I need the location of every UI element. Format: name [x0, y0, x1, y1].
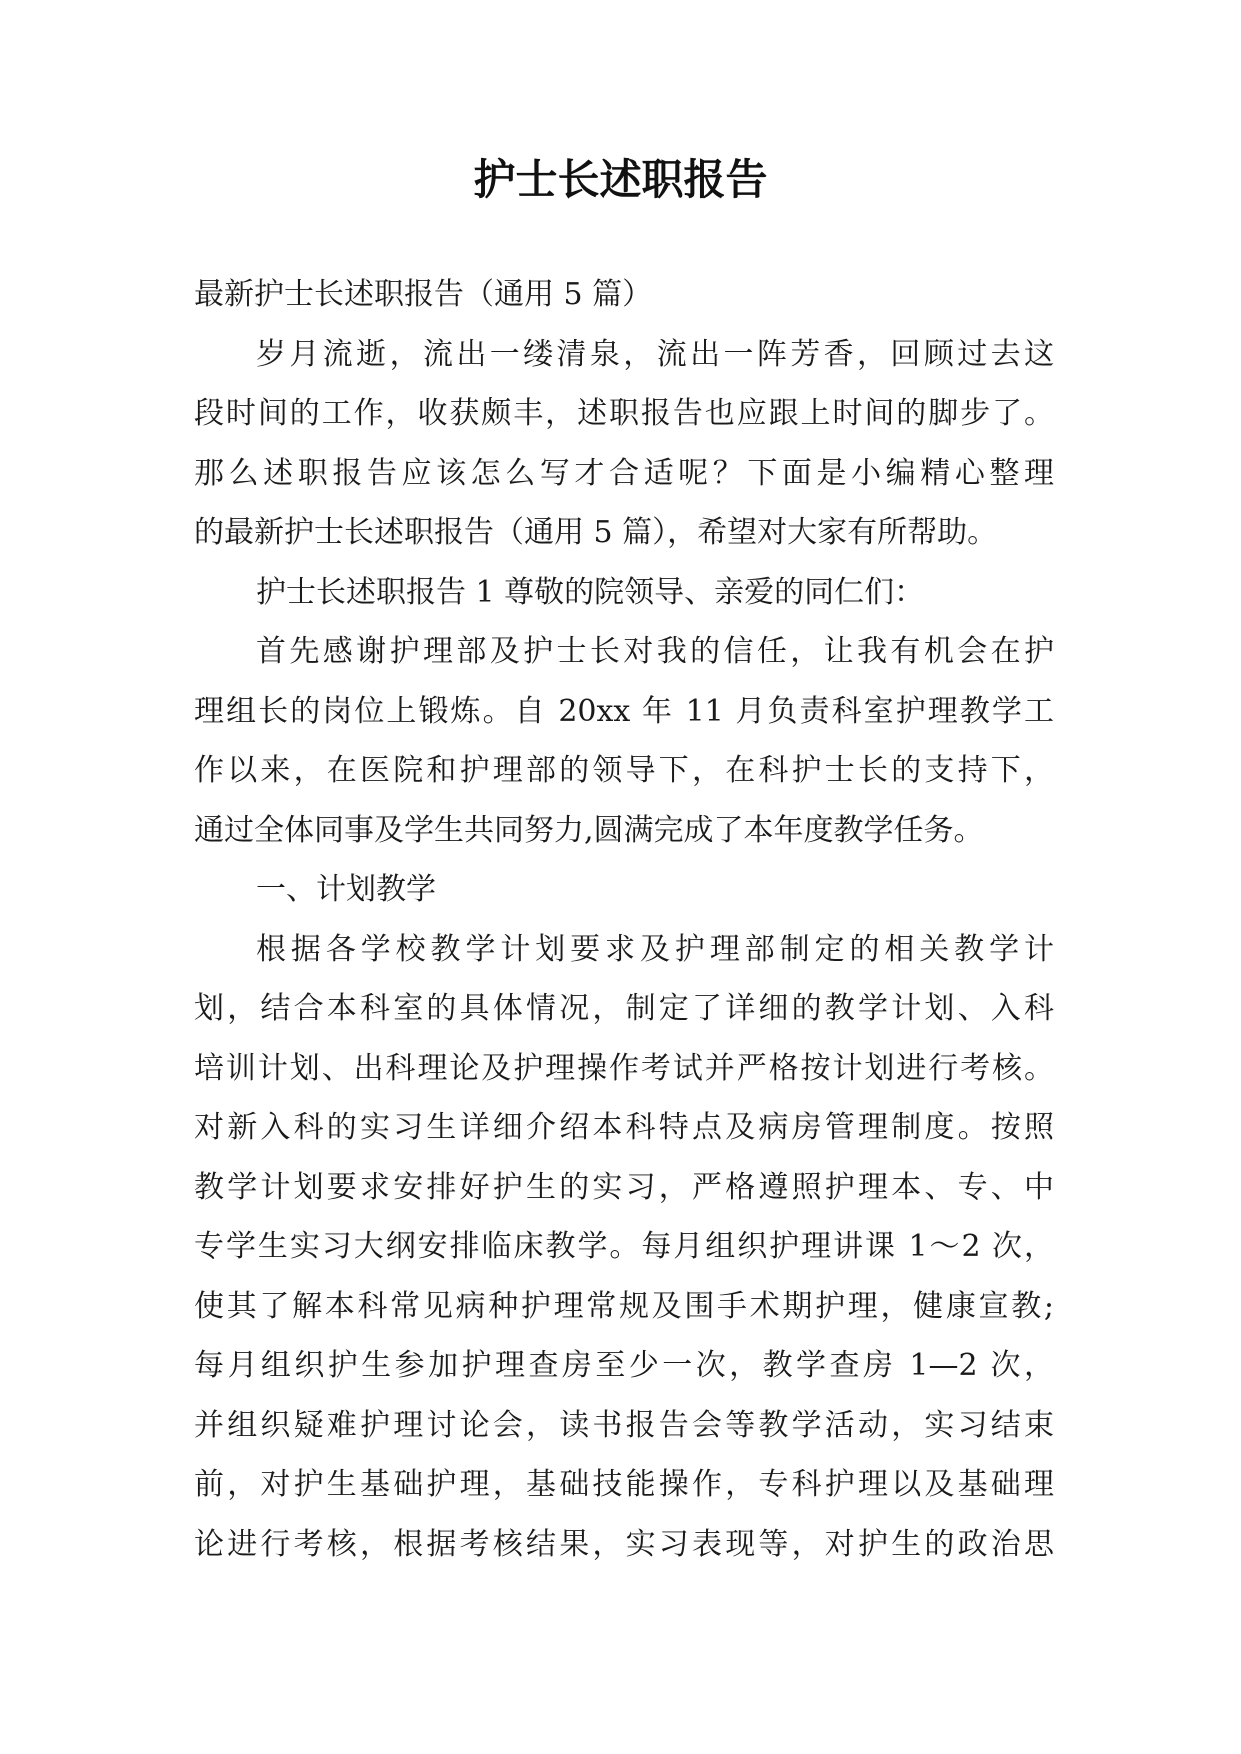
text-line: 段时间的工作，收获颇丰，述职报告也应跟上时间的脚步了。 [194, 396, 1054, 431]
text-line: 作以来，在医院和护理部的领导下，在科护士长的支持下， [194, 753, 1054, 788]
text-line: 那么述职报告应该怎么写才合适呢？下面是小编精心整理 [194, 455, 1054, 491]
text-line: 根据各学校教学计划要求及护理部制定的相关教学计 [256, 931, 1054, 967]
text-line: 最新护士长述职报告（通用 5 篇） [194, 277, 653, 312]
document-title: 护士长述职报告 [473, 155, 768, 204]
document-body [194, 265, 1054, 1574]
text-line: 培训计划、出科理论及护理操作考试并严格按计划进行考核。 [194, 1050, 1054, 1086]
text-line: 对新入科的实习生详细介绍本科特点及病房管理制度。按照 [194, 1110, 1054, 1145]
text-line: 首先感谢护理部及护士长对我的信任，让我有机会在护 [256, 634, 1054, 669]
text-line: 论进行考核，根据考核结果，实习表现等，对护生的政治思 [194, 1526, 1054, 1562]
text-line: 理组长的岗位上锻炼。自 20xx 年 11 月负责科室护理教学工 [194, 693, 1054, 729]
text-line: 岁月流逝，流出一缕清泉，流出一阵芳香，回顾过去这 [256, 336, 1054, 372]
text-line: 通过全体同事及学生共同努力,圆满完成了本年度教学任务。 [194, 812, 984, 848]
text-line: 一、计划教学 [256, 872, 436, 907]
text-line: 专学生实习大纲安排临床教学。每月组织护理讲课 1～2 次， [194, 1229, 1054, 1264]
text-line: 并组织疑难护理讨论会，读书报告会等教学活动，实习结束 [194, 1407, 1054, 1443]
text-line: 教学计划要求安排好护生的实习，严格遵照护理本、专、中 [194, 1169, 1054, 1205]
text-line: 每月组织护生参加护理查房至少一次，教学查房 1—2 次， [194, 1348, 1054, 1383]
text-line: 划，结合本科室的具体情况，制定了详细的教学计划、入科 [194, 991, 1054, 1026]
text-line: 的最新护士长述职报告（通用 5 篇），希望对大家有所帮助。 [194, 515, 998, 550]
text-line: 使其了解本科常见病种护理常规及围手术期护理，健康宣教; [194, 1288, 1054, 1324]
text-line: 前，对护生基础护理，基础技能操作，专科护理以及基础理 [194, 1467, 1054, 1502]
text-line: 护士长述职报告 1 尊敬的院领导、亲爱的同仁们： [256, 574, 925, 610]
